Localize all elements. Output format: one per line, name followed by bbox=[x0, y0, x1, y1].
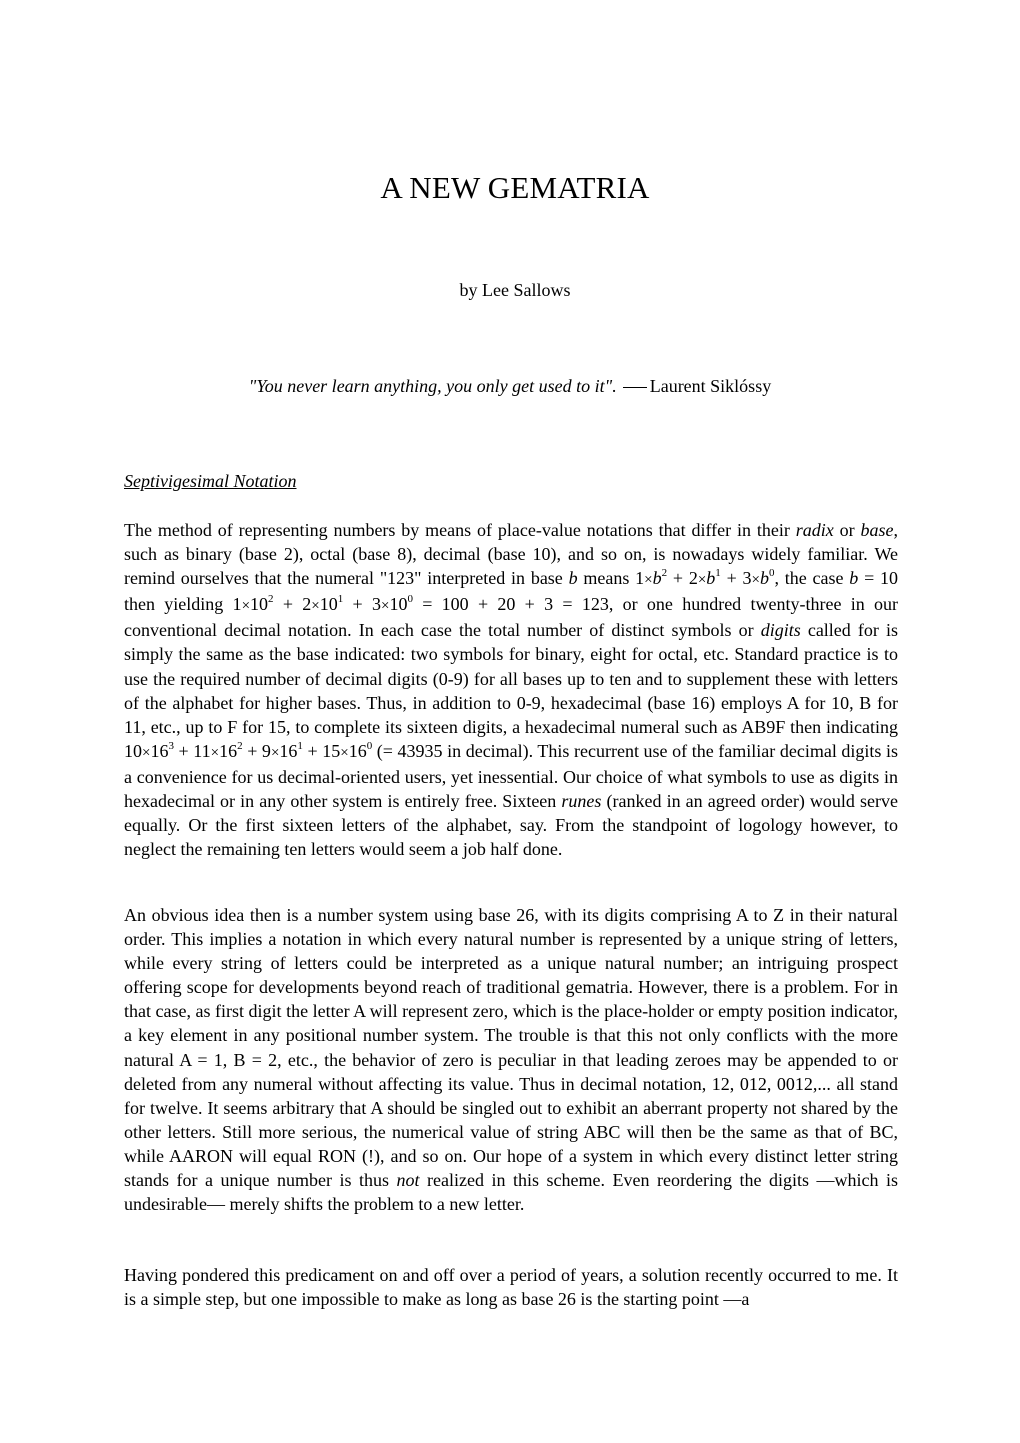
times-symbol: × bbox=[751, 572, 760, 589]
exponent: 3 bbox=[168, 739, 174, 752]
times-symbol: × bbox=[380, 598, 390, 615]
exponent: 0 bbox=[768, 567, 775, 580]
text-span: = 10 then yielding 1 bbox=[124, 568, 899, 615]
variable-b: b bbox=[568, 568, 578, 589]
exponent: 1 bbox=[337, 593, 344, 606]
text-span: means 1 bbox=[577, 568, 645, 589]
epigraph bbox=[0, 376, 1020, 397]
paragraph-2 bbox=[124, 903, 898, 1216]
emphasis-base: base bbox=[860, 520, 894, 540]
text-span: 16 bbox=[279, 740, 298, 761]
times-symbol: × bbox=[340, 744, 349, 761]
exponent: 1 bbox=[297, 739, 303, 752]
times-symbol: × bbox=[210, 744, 220, 761]
text-span: = 100 + 20 + 3 = 123, or one hundred twenty-three in our conventional decimal notation. In each case the total number of distinct symbols or bbox=[124, 594, 898, 641]
text-span: Having pondered this predicament on and off over a period of years, a solution recently occurred to me. It is a simple step, but one impossible to make as long as base 26 is the starting point —a bbox=[124, 1265, 898, 1310]
text-span: 10 bbox=[319, 594, 338, 615]
text-span: realized in this scheme. Even reordering the digits —which is undesirable— merely shifts the problem to a new letter. bbox=[124, 1170, 899, 1215]
variable-b: b bbox=[849, 568, 859, 589]
emphasis-radix: radix bbox=[795, 520, 834, 540]
times-symbol: × bbox=[142, 744, 151, 761]
text-span: called for is simply the same as the base indicated: two symbols for binary, eight for octal, etc. Standard practice is to use the required number of decimal digits (0-9) for all bases up to ten and to supplement these with letters of the alphabet for higher bases. Thus, in addition to 0-9, hexadecimal (base 16) employs A for 10, B for 11, etc., up to F for 15, to complete its sixteen digits, a hexadecimal numeral such as AB9F then indicating 10 bbox=[124, 620, 898, 761]
text-span: or bbox=[833, 520, 861, 540]
epigraph-quote: "You never learn anything, you only get used to it". bbox=[248, 376, 617, 396]
text-span: 10 bbox=[389, 594, 408, 615]
emphasis-runes: runes bbox=[561, 791, 602, 812]
exponent: 1 bbox=[715, 567, 721, 580]
exponent: 0 bbox=[407, 593, 413, 606]
exponent: 2 bbox=[268, 593, 274, 606]
paragraph-3 bbox=[124, 1263, 898, 1311]
text-span: + 2 bbox=[273, 594, 312, 615]
text-span: + 3 bbox=[720, 568, 752, 589]
text-span: + 3 bbox=[343, 594, 381, 615]
author-byline: by Lee Sallows bbox=[459, 280, 571, 300]
exponent: 0 bbox=[366, 739, 373, 752]
emphasis-digits: digits bbox=[760, 620, 801, 641]
text-span: + 2 bbox=[667, 568, 698, 589]
variable-b: b bbox=[759, 568, 769, 589]
text-span: (ranked in an agreed order) would serve equally. Or the first sixteen letters of the alphabet, say. From the standpoint of logology however, to neglect the remaining ten letters would seem a job half done. bbox=[124, 791, 899, 860]
times-symbol: × bbox=[241, 598, 251, 615]
text-span: (= 43935 in decimal). This recurrent use of the familiar decimal digits is a convenience for us decimal-oriented users, yet inessential. Our choice of what symbols to use as digits in hexadecimal or in any other system is entirely free. Sixteen bbox=[124, 740, 899, 812]
times-symbol: × bbox=[311, 598, 320, 615]
text-span: The method of representing numbers by means of place-value notations that differ in their bbox=[124, 520, 796, 540]
text-span: 16 bbox=[150, 740, 169, 761]
paragraph-1 bbox=[124, 518, 898, 861]
times-symbol: × bbox=[697, 572, 707, 589]
page-title: A NEW GEMATRIA bbox=[380, 170, 650, 205]
epigraph-author: Laurent Siklóssy bbox=[649, 376, 772, 396]
section-heading: Septivigesimal Notation bbox=[124, 471, 297, 491]
em-dash-rule bbox=[623, 387, 647, 388]
times-symbol: × bbox=[644, 572, 653, 589]
times-symbol: × bbox=[270, 744, 280, 761]
emphasis-not: not bbox=[396, 1170, 420, 1191]
text-span: An obvious idea then is a number system using base 26, with its digits comprising A to Z in their natural order. This implies a notation in which every natural number is represented by a unique string of letters, while every string of letters could be interpreted as a unique natural number; an intriguing prospect offering scope for developments beyond reach of traditional gematria. However, there is a problem. For in that case, as first digit the letter A will represent zero, which is the place-holder or empty position indicator, a key element in any positional number system. The trouble is that this not only conflicts with the more natural A = 1, B = 2, etc., the behavior of zero is peculiar in that leading zeroes may be appended to or deleted from any numeral without affecting its value. Thus in decimal notation, 12, 012, 0012,... all stand for twelve. It seems arbitrary that A should be singled out to exhibit an aberrant property not shared by the other letters. Still more serious, the numerical value of string ABC will then be the same as that of BC, while AARON will equal RON (!), and so on. Our hope of a system in which every distinct letter string stands for a unique number is thus bbox=[124, 905, 898, 1191]
text-span: , such as binary (base 2), octal (base 8), decimal (base 10), and so on, is nowadays widely familiar. We remind ourselves that the numeral "123" interpreted in base bbox=[124, 520, 898, 589]
exponent: 2 bbox=[237, 739, 243, 752]
exponent: 2 bbox=[661, 567, 668, 580]
text-span: , the case bbox=[774, 568, 850, 589]
text-span: + 11 bbox=[173, 740, 211, 761]
text-span: 10 bbox=[250, 594, 269, 615]
text-span: 16 bbox=[219, 740, 238, 761]
text-span: + 9 bbox=[242, 740, 271, 761]
text-span: + 15 bbox=[302, 740, 341, 761]
variable-b: b bbox=[706, 568, 716, 589]
variable-b: b bbox=[652, 568, 662, 589]
text-span: 16 bbox=[348, 740, 367, 761]
